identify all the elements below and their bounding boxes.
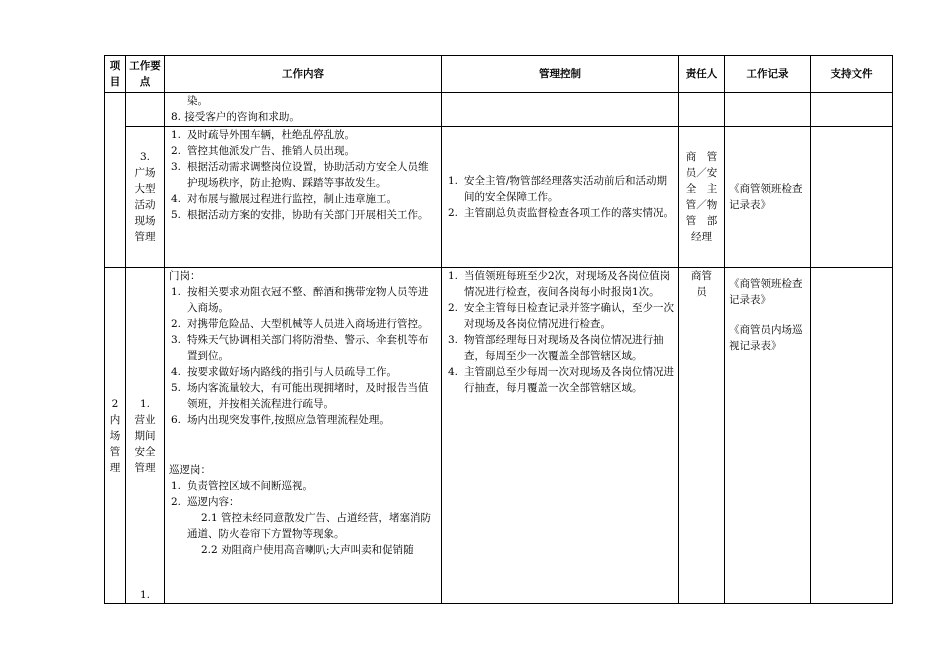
list-number: 3.	[171, 334, 182, 346]
item-line: 内	[109, 413, 121, 426]
support-cell-inner	[811, 268, 893, 604]
control-item	[446, 300, 674, 332]
control-cell-plaza	[442, 127, 679, 268]
list-text: 按要求做好场内路线的指引与人员疏导工作。	[187, 366, 397, 378]
responsible-line: 经理	[691, 231, 712, 243]
item-line: 理	[109, 461, 121, 474]
point-line: 广场	[134, 167, 156, 179]
content-item	[169, 191, 437, 207]
list-number: 1.	[171, 129, 182, 141]
point-line: 管理	[134, 231, 156, 243]
point-line: 安全	[134, 445, 156, 458]
list-text: 主管副总负责监督检查各项工作的落实情况。	[464, 207, 674, 219]
patrol-title: 巡逻岗：	[169, 464, 211, 476]
header-control: 管理控制	[442, 56, 679, 93]
management-table	[104, 55, 893, 604]
point-line-next: 1.	[139, 589, 151, 601]
table-row	[105, 127, 893, 268]
content-item	[169, 143, 437, 159]
control-item	[446, 364, 674, 396]
list-text: 根据活动需求调整岗位设置，协助活动方安全人员维护现场秩序，防止抢购、踩踏等事故发生。	[187, 161, 429, 189]
gate-item	[169, 364, 437, 380]
point-line: 期间	[134, 429, 156, 442]
gate-item	[169, 332, 437, 364]
list-number: 2.	[448, 207, 459, 219]
list-text: 巡逻内容：	[187, 496, 240, 508]
responsible-cell-prev	[679, 93, 725, 127]
content-item	[169, 207, 437, 223]
content-item	[169, 127, 437, 143]
list-text: 当值领班每班至少2次，对现场及各岗位值岗情况进行检查，夜间各岗每小时报岗1次。	[464, 270, 671, 298]
list-number: 5.	[171, 209, 182, 221]
header-point: 工作要点	[126, 56, 165, 93]
header-responsible: 责任人	[679, 56, 725, 93]
support-cell-prev	[811, 93, 893, 127]
list-text: 场内客流量较大，有可能出现拥堵时，及时报告当值领班，并按相关流程进行疏导。	[187, 382, 429, 410]
support-cell-plaza	[811, 127, 893, 268]
list-number: 1.	[448, 175, 459, 187]
list-text: 安全主管/物管部经理落实活动前后和活动期间的安全保障工作。	[464, 175, 668, 203]
control-item	[446, 205, 674, 221]
point-cell-prev	[126, 93, 165, 127]
list-text: 场内出现突发事件,按照应急管理流程处理。	[187, 414, 390, 426]
list-number: 4.	[448, 366, 459, 378]
list-number: 2.	[448, 302, 459, 314]
control-cell-inner	[442, 268, 679, 604]
header-row	[105, 56, 893, 93]
list-number: 1.	[171, 480, 182, 492]
gate-item	[169, 316, 437, 332]
list-text: 物管部经理每日对现场及各岗位情况进行抽查，每周至少一次覆盖全部管辖区域。	[464, 334, 664, 362]
item-line: 管	[109, 445, 121, 458]
list-text: 主管副总至少每周一次对现场及各岗位情况进行抽查，每月覆盖一次全部管辖区域。	[464, 366, 674, 394]
list-number: 1.	[448, 270, 459, 282]
table-row	[105, 268, 893, 604]
responsible-line: 商 管	[685, 151, 718, 163]
gate-item	[169, 284, 437, 316]
content-item	[169, 159, 437, 191]
list-text: 对布展与撤展过程进行监控，制止违章施工。	[187, 193, 397, 205]
gate-title: 门岗：	[169, 270, 201, 282]
list-text: 根据活动方案的安排，协助有关部门开展相关工作。	[187, 209, 429, 221]
point-line: 1.	[139, 397, 151, 410]
control-item	[446, 332, 674, 364]
point-line: 营业	[134, 413, 156, 426]
patrol-item	[169, 494, 437, 510]
list-text: 对携带危险品、大型机械等人员进入商场进行管控。	[187, 318, 429, 330]
list-number: 1.	[171, 286, 182, 298]
item-line: 场	[109, 429, 121, 442]
header-content: 工作内容	[165, 56, 442, 93]
point-line: 3.	[139, 151, 151, 163]
responsible-line: 管／物	[685, 199, 718, 211]
list-number: 4.	[171, 193, 182, 205]
item-line: 2	[111, 397, 119, 410]
control-item	[446, 268, 674, 300]
responsible-line: 商管	[691, 270, 712, 282]
record-text: 《商管领班检查记录表》	[729, 278, 803, 306]
point-line: 现场	[134, 215, 156, 227]
point-line: 大型	[134, 183, 156, 195]
list-text: 按相关要求劝阻衣冠不整、醉酒和携带宠物人员等进入商场。	[187, 286, 429, 314]
responsible-cell-inner	[679, 268, 725, 604]
list-number: 3.	[448, 334, 459, 346]
item-cell-inner	[105, 268, 126, 604]
point-cell-plaza	[126, 127, 165, 268]
list-text: 管控其他派发广告、推销人员出现。	[187, 145, 355, 157]
header-record: 工作记录	[725, 56, 811, 93]
content-line: 8. 接受客户的咨询和求助。	[171, 111, 300, 123]
list-text: 安全主管每日检查记录并签字确认，至少一次对现场及各岗位情况进行检查。	[464, 302, 674, 330]
record-cell-inner	[725, 268, 811, 604]
header-support: 支持文件	[811, 56, 893, 93]
patrol-sub-item: 2.2 劝阻商户使用高音喇叭;大声叫卖和促销随	[201, 544, 414, 556]
list-number: 5.	[171, 382, 182, 394]
control-item	[446, 173, 674, 205]
gate-item	[169, 380, 437, 412]
list-number: 3.	[171, 161, 182, 173]
responsible-cell-plaza	[679, 127, 725, 268]
content-cell-inner	[165, 268, 442, 604]
item-cell-prev	[105, 93, 126, 268]
content-cell-plaza	[165, 127, 442, 268]
record-cell-prev	[725, 93, 811, 127]
patrol-sub-item: 2.1 管控未经同意散发广告、占道经营，堵塞消防通道、防火卷帘下方置物等现象。	[187, 512, 432, 540]
responsible-line: 全 主	[685, 183, 718, 195]
record-text: 《商管领班检查记录表》	[729, 183, 803, 211]
list-text: 负责管控区域不间断巡视。	[187, 480, 313, 492]
list-text: 特殊天气协调相关部门将防滑垫、警示、伞套机等布置到位。	[187, 334, 429, 362]
list-number: 2.	[171, 145, 182, 157]
table-row	[105, 93, 893, 127]
list-number: 6.	[171, 414, 182, 426]
list-number: 2.	[171, 318, 182, 330]
content-line: 染。	[187, 95, 208, 107]
header-item: 项目	[105, 56, 126, 93]
list-number: 2.	[171, 496, 182, 508]
content-cell-continuation	[165, 93, 442, 127]
record-text: 《商管员内场巡视记录表》	[729, 324, 803, 352]
responsible-line: 员／安	[685, 167, 718, 179]
responsible-line: 管 部	[685, 215, 718, 227]
patrol-item	[169, 478, 437, 494]
record-cell-plaza	[725, 127, 811, 268]
control-cell-prev	[442, 93, 679, 127]
gate-item	[169, 412, 437, 428]
point-line: 活动	[134, 199, 156, 211]
point-cell-inner	[126, 268, 165, 604]
list-text: 及时疏导外围车辆，杜绝乱停乱放。	[187, 129, 355, 141]
responsible-line: 员	[696, 286, 707, 298]
list-number: 4.	[171, 366, 182, 378]
point-line: 管理	[134, 461, 156, 474]
